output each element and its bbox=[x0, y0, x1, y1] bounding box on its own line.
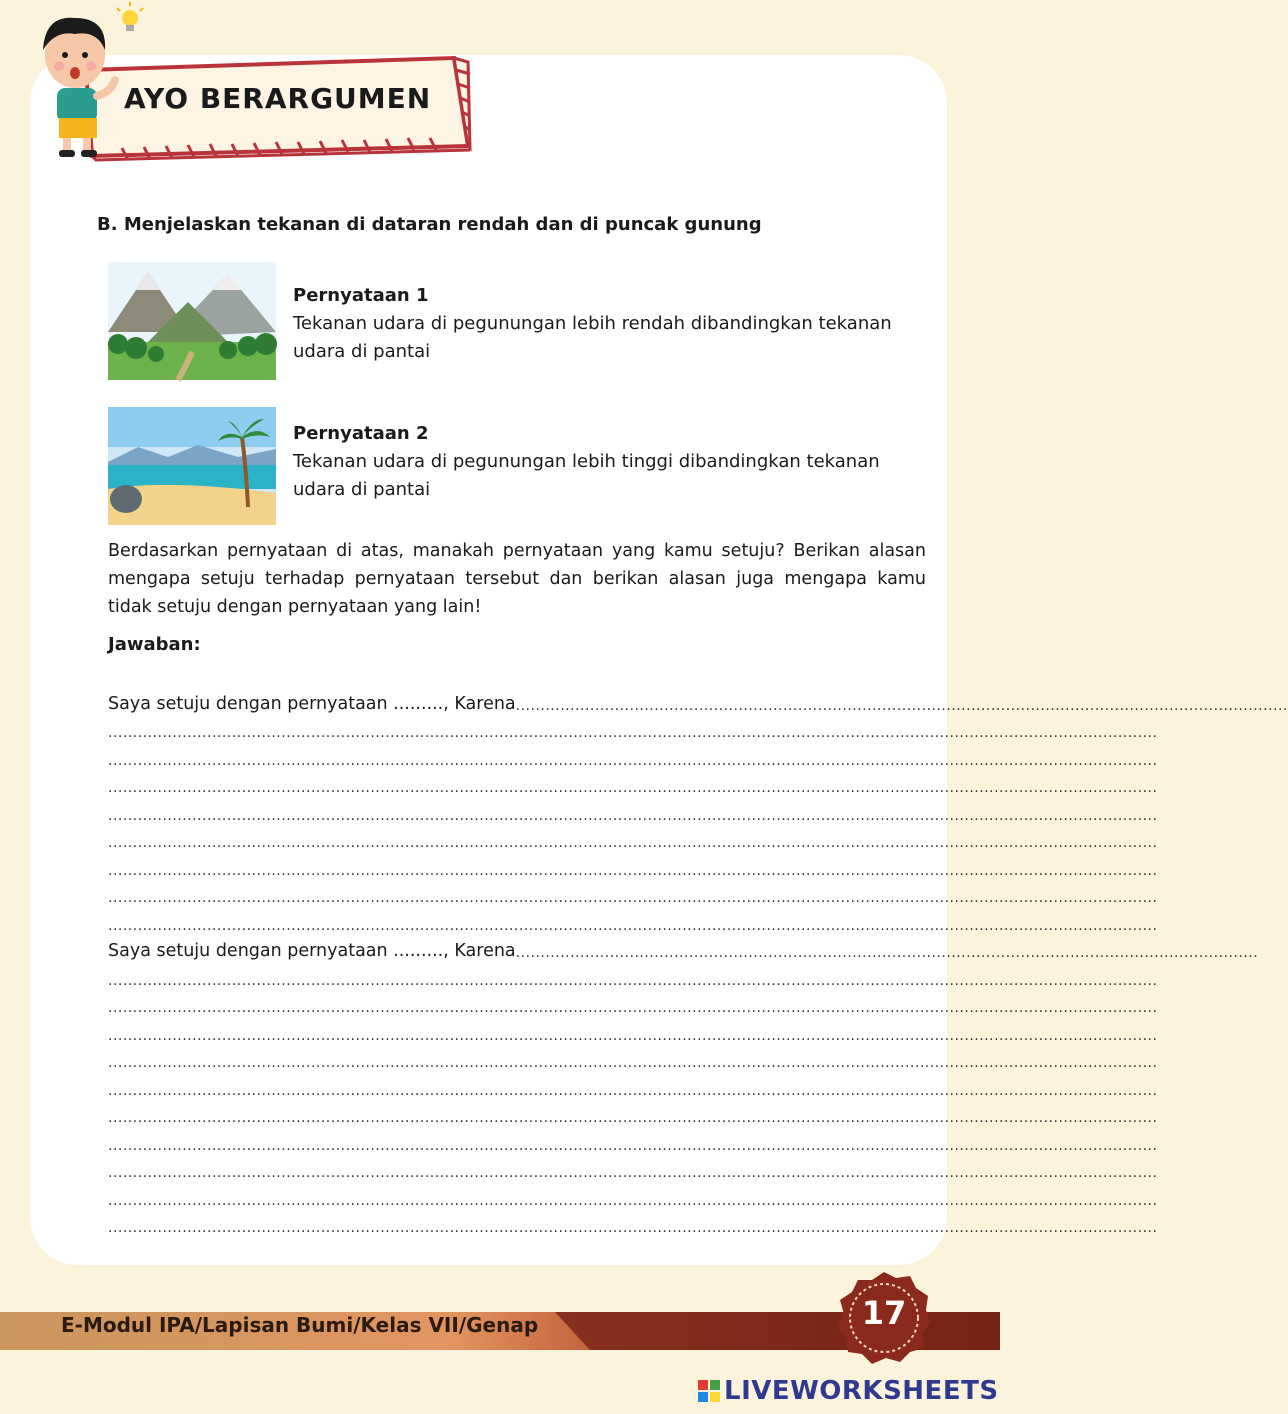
answer-label: Jawaban: bbox=[108, 634, 201, 655]
answer-line[interactable]: .................................................................................................................................................................................................................... bbox=[108, 890, 1158, 906]
answer-prompt-2-text: Saya setuju dengan pernyataan ........., Karena bbox=[108, 941, 516, 961]
answer-line[interactable]: .................................................................................................................................................................................................................... bbox=[108, 917, 1158, 934]
statement-1-label: Pernyataan 1 bbox=[293, 285, 429, 306]
mountain-landscape-image bbox=[108, 262, 276, 380]
banner-title: AYO BERARGUMEN bbox=[124, 82, 432, 115]
answer-line[interactable]: .................................................................................................................................................................................................................... bbox=[108, 780, 1158, 796]
answer-prompt-1-text: Saya setuju dengan pernyataan ........., Karena bbox=[108, 693, 516, 714]
answer-line[interactable]: .................................................................................................................................................................................................................... bbox=[108, 972, 1158, 989]
page-number: 17 bbox=[861, 1294, 907, 1332]
statement-2-label: Pernyataan 2 bbox=[293, 423, 429, 444]
question-text: Berdasarkan pernyataan di atas, manakah pernyataan yang kamu setuju? Berikan alasan mengapa setuju terhadap pernyataan tersebut dan berikan alasan juga mengapa kamu tidak setuju dengan pernyataan yang lain! bbox=[108, 541, 926, 617]
section-title: B. Menjelaskan tekanan di dataran rendah dan di puncak gunung bbox=[97, 214, 762, 235]
boy-mascot-illustration bbox=[35, 0, 145, 165]
answer-line[interactable]: .................................................................................................................................................................................................................... bbox=[108, 835, 1158, 851]
answer-line[interactable]: .................................................................................................................................................................................................................... bbox=[108, 1082, 1158, 1099]
answer-line[interactable]: .................................................................................................................................................................................................................... bbox=[108, 862, 1158, 879]
answer-line[interactable]: .................................................................................................................................................................................................................... bbox=[108, 1192, 1158, 1209]
answer-area[interactable] bbox=[108, 686, 1288, 1236]
answer-line[interactable]: .................................................................................................................................................................................................................... bbox=[108, 1055, 1158, 1071]
answer-line[interactable]: .................................................................................................................................................................................................................... bbox=[108, 1110, 1158, 1126]
lightbulb-icon bbox=[117, 2, 143, 31]
answer-line[interactable]: .................................................................................................................................................................................................................... bbox=[108, 1000, 1158, 1016]
answer-line[interactable]: .................................................................................................................................................................................................................... bbox=[108, 1137, 1158, 1154]
statement-2 bbox=[293, 420, 913, 504]
answer-line[interactable]: .................................................................................................................................................................................................................... bbox=[108, 1027, 1158, 1044]
statement-1 bbox=[293, 282, 913, 366]
beach-landscape-image bbox=[108, 407, 276, 525]
liveworksheets-logo[interactable] bbox=[698, 1376, 999, 1406]
answer-prompt-2: Saya setuju dengan pernyataan ........., Karena ...................................................................................................................................................... bbox=[108, 941, 1259, 961]
answer-line[interactable]: .................................................................................................................................................................................................................... bbox=[108, 1165, 1158, 1181]
liveworksheets-icon bbox=[698, 1380, 720, 1402]
statement-1-text: Tekanan udara di pegunungan lebih rendah dibandingkan tekanan udara di pantai bbox=[293, 313, 892, 362]
answer-line[interactable]: .................................................................................................................................................................................................................... bbox=[108, 725, 1158, 741]
footer-module-title: E-Modul IPA/Lapisan Bumi/Kelas VII/Genap bbox=[61, 1313, 539, 1337]
statement-2-text: Tekanan udara di pegunungan lebih tinggi dibandingkan tekanan udara di pantai bbox=[293, 451, 880, 500]
answer-line[interactable]: .................................................................................................................................................................................................................... bbox=[108, 1220, 1158, 1236]
answer-prompt-1: Saya setuju dengan pernyataan ........., Karena ............................................................................................................................................................ bbox=[108, 693, 1288, 714]
answer-line[interactable]: .................................................................................................................................................................................................................... bbox=[108, 807, 1158, 824]
answer-line[interactable]: .................................................................................................................................................................................................................... bbox=[108, 752, 1158, 769]
liveworksheets-brand: LIVEWORKSHEETS bbox=[724, 1376, 999, 1406]
